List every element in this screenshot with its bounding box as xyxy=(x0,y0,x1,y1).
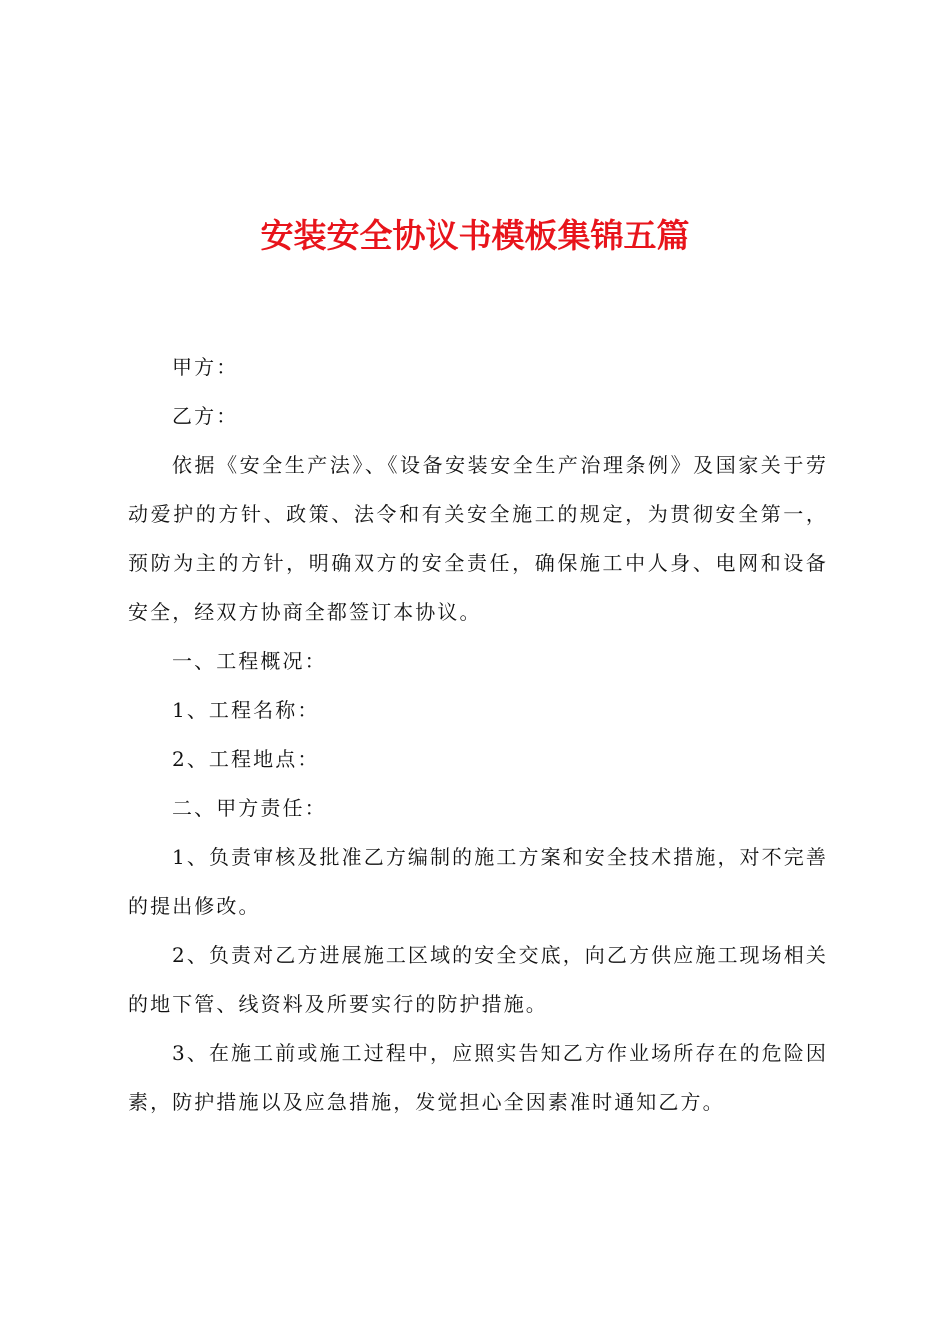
party-a-duty-item: 3、在施工前或施工过程中，应照实告知乙方作业场所存在的危险因素，防护措施以及应急措施，发觉担心全因素准时通知乙方。 xyxy=(128,1041,828,1114)
document-body xyxy=(128,343,828,1127)
project-name-line: 1、工程名称： xyxy=(172,698,320,722)
preamble-paragraph: 依据《安全生产法》、《设备安装安全生产治理条例》及国家关于劳动爱护的方针、政策、法令和有关安全施工的规定，为贯彻安全第一，预防为主的方针，明确双方的安全责任，确保施工中人身、电网和设备安全，经双方协商全都签订本协议。 xyxy=(128,453,828,624)
party-b-line: 乙方： xyxy=(172,404,239,428)
section-heading-project-overview: 一、工程概况： xyxy=(172,649,327,673)
party-a-line: 甲方： xyxy=(172,355,239,379)
document-title: 安装安全协议书模板集锦五篇 xyxy=(260,216,690,255)
party-a-duty-item: 1、负责审核及批准乙方编制的施工方案和安全技术措施，对不完善的提出修改。 xyxy=(128,845,828,918)
section-heading-party-a-duties: 二、甲方责任： xyxy=(172,796,327,820)
project-location-line: 2、工程地点： xyxy=(172,747,320,771)
party-a-duty-item: 2、负责对乙方进展施工区域的安全交底，向乙方供应施工现场相关的地下管、线资料及所要实行的防护措施。 xyxy=(128,943,828,1016)
